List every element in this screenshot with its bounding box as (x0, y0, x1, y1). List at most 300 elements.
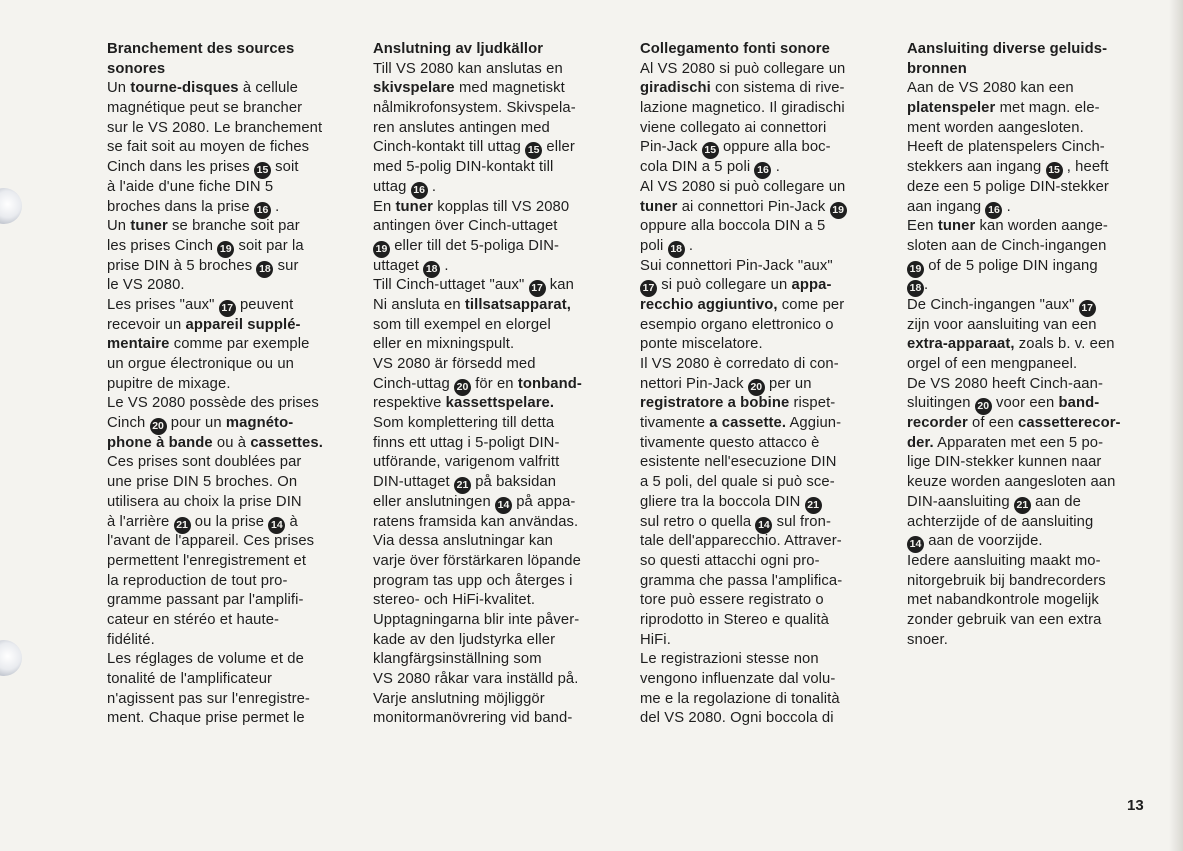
text-line (107, 591, 357, 611)
text-line (907, 79, 1157, 99)
text-line (907, 552, 1157, 572)
text-line (640, 276, 890, 296)
text-segment: DIN-uttaget (373, 474, 454, 491)
text-line (907, 394, 1157, 414)
text-line (373, 434, 623, 454)
text-segment: n'agissent pas sur l'enregistre- (107, 690, 310, 707)
text-line (107, 650, 357, 670)
text-line (907, 572, 1157, 592)
text-line (373, 572, 623, 592)
bold-term: der. (907, 434, 934, 451)
text-segment: aan de (1030, 493, 1081, 510)
text-segment: program tas upp och återges i (373, 572, 573, 589)
bold-term: a cassette. (709, 415, 787, 432)
text-segment: cola DIN a 5 poli (640, 159, 755, 176)
text-segment: Som komplettering till detta (373, 415, 555, 432)
text-line (640, 158, 890, 178)
text-line (107, 493, 357, 513)
text-segment: keuze worden aangesloten aan (907, 474, 1116, 491)
text-line (373, 237, 623, 257)
text-segment: uttaget (373, 257, 424, 274)
text-line (107, 217, 357, 237)
text-line (373, 532, 623, 552)
column-swedish (373, 40, 623, 729)
text-segment: Apparaten met een 5 po- (933, 434, 1104, 451)
text-line (640, 296, 890, 316)
text-line (107, 473, 357, 493)
text-line (107, 453, 357, 473)
text-segment: lazione magnetico. Il giradischi (640, 100, 845, 117)
text-segment: Cinch (107, 415, 150, 432)
text-segment: ment worden aangesloten. (907, 119, 1084, 136)
text-line (107, 276, 357, 296)
connector-number-badge: 20 (975, 398, 992, 415)
text-segment: sul retro o quella (640, 513, 756, 530)
bold-term: Aansluiting diverse geluids- (907, 41, 1108, 57)
text-segment: gramma che passa l'amplifica- (640, 572, 843, 589)
text-line (373, 296, 623, 316)
text-line (640, 375, 890, 395)
connector-number-badge: 21 (805, 497, 822, 514)
text-line (107, 690, 357, 710)
text-segment: se branche soit par (167, 218, 300, 235)
text-segment: klangfärgsinställning som (373, 651, 542, 668)
text-line (640, 650, 890, 670)
text-segment: Cinch-kontakt till uttag (373, 139, 526, 156)
text-line (907, 591, 1157, 611)
text-segment: . (427, 178, 437, 195)
bold-term: sonores (107, 60, 166, 77)
text-line (107, 434, 357, 454)
text-segment: Les prises "aux" (107, 296, 219, 313)
bold-term: Branchement des sources (107, 41, 295, 57)
text-segment: Pin-Jack (640, 139, 702, 156)
text-line (107, 572, 357, 592)
text-segment: pour un (166, 415, 226, 432)
connector-number-badge: 18 (256, 261, 273, 278)
text-line (640, 138, 890, 158)
text-line (640, 473, 890, 493)
text-segment: aan de voorzijde. (924, 533, 1043, 550)
connector-number-badge: 17 (219, 300, 236, 317)
text-segment: Le registrazioni stesse non (640, 651, 819, 668)
text-segment: med magnetiskt (454, 80, 565, 97)
text-line (373, 709, 623, 729)
text-segment: les prises Cinch (107, 237, 218, 254)
text-segment: kan (545, 277, 574, 294)
bold-term: magnéto- (225, 415, 294, 432)
binder-hole-top (0, 188, 22, 224)
text-line (373, 611, 623, 631)
connector-number-badge: 17 (529, 280, 546, 297)
connector-number-badge: 21 (454, 477, 471, 494)
text-segment: . (924, 277, 929, 294)
text-line (107, 414, 357, 434)
bold-term: Collegamento fonti sonore (640, 41, 830, 57)
text-segment: . (1002, 198, 1011, 215)
text-segment: kade av den ljudstyrka eller (373, 631, 556, 648)
bold-term: tonband- (517, 375, 582, 392)
text-line (907, 296, 1157, 316)
bold-term: tourne-disques (130, 80, 239, 97)
text-line (107, 79, 357, 99)
text-segment: permettent l'enregistrement et (107, 552, 307, 569)
text-segment: Aggiun- (786, 415, 842, 432)
text-line (640, 709, 890, 729)
bold-term: tuner (937, 218, 976, 235)
connector-number-badge: 17 (640, 280, 657, 297)
text-segment: finns ett uttag i 5-poligt DIN- (373, 434, 560, 451)
text-line (373, 257, 623, 277)
text-segment: of een (967, 415, 1019, 432)
text-segment: Ni ansluta en (373, 296, 465, 313)
text-segment: prise DIN à 5 broches (107, 257, 257, 274)
text-segment: ment. Chaque prise permet le (107, 710, 305, 727)
bold-term: band- (1058, 395, 1100, 412)
text-segment: tivamente (640, 415, 710, 432)
text-line (107, 709, 357, 729)
text-segment: Cinch-uttag (373, 375, 454, 392)
text-segment: le VS 2080. (107, 277, 185, 294)
text-segment: utilisera au choix la prise DIN (107, 493, 302, 510)
text-segment: sur (273, 257, 299, 274)
text-segment: uttag (373, 178, 411, 195)
text-line (640, 316, 890, 336)
text-segment: stereo- och HiFi-kvalitet. (373, 592, 536, 609)
connector-number-badge: 16 (985, 202, 1002, 219)
text-line (907, 316, 1157, 336)
text-line (640, 532, 890, 552)
text-line (907, 276, 1157, 296)
text-segment: con sistema di rive- (710, 80, 845, 97)
text-line (373, 552, 623, 572)
text-line (373, 217, 623, 237)
text-line (373, 335, 623, 355)
text-segment: Via dessa anslutningar kan (373, 533, 554, 550)
bold-term: registratore a bobine (640, 395, 790, 412)
bold-term: cassetterecor- (1018, 415, 1121, 432)
text-segment: comme par exemple (169, 336, 310, 353)
text-line (373, 650, 623, 670)
text-segment: eller (542, 139, 575, 156)
bold-term: extra-apparaat, (907, 336, 1015, 353)
text-line (107, 60, 357, 80)
text-segment: peuvent (235, 296, 294, 313)
text-segment: som till exempel en elorgel (373, 316, 551, 333)
text-line (373, 414, 623, 434)
text-line (107, 335, 357, 355)
text-segment: eller till det 5-poliga DIN- (390, 237, 560, 254)
text-line (373, 316, 623, 336)
text-segment: snoer. (907, 631, 948, 648)
text-segment: ou la prise (190, 513, 269, 530)
page-number: 13 (1127, 797, 1144, 814)
text-line (640, 257, 890, 277)
text-segment: . (771, 159, 780, 176)
text-segment: Al VS 2080 si può collegare un (640, 60, 846, 77)
text-line (373, 473, 623, 493)
connector-number-badge: 15 (1046, 162, 1063, 179)
text-segment: soit (270, 159, 299, 176)
text-segment: Heeft de platenspelers Cinch- (907, 139, 1105, 156)
text-segment: ai connettori Pin-Jack (677, 198, 830, 215)
text-line (907, 611, 1157, 631)
connector-number-badge: 21 (1014, 497, 1031, 514)
text-line (907, 138, 1157, 158)
text-segment: Aan de VS 2080 kan een (907, 80, 1074, 97)
text-segment: à (285, 513, 298, 530)
text-line (373, 453, 623, 473)
text-segment: si può collegare un (657, 277, 792, 294)
text-line (907, 158, 1157, 178)
text-line (107, 611, 357, 631)
connector-number-badge: 15 (702, 142, 719, 159)
bold-term: phone à bande (107, 434, 213, 451)
text-segment: Un (107, 80, 131, 97)
text-line (107, 532, 357, 552)
text-segment: Cinch dans les prises (107, 159, 254, 176)
text-segment: l'avant de l'appareil. Ces prises (107, 533, 315, 550)
text-segment: magnétique peut se brancher (107, 100, 303, 117)
page-edge-shadow (1169, 0, 1183, 851)
text-segment: antingen över Cinch-uttaget (373, 218, 558, 235)
text-line (373, 138, 623, 158)
text-line (907, 434, 1157, 454)
text-line (373, 670, 623, 690)
column-french (107, 40, 357, 729)
text-line (640, 178, 890, 198)
text-segment: se fait soit au moyen de fiches (107, 139, 310, 156)
text-line (107, 355, 357, 375)
text-segment: Il VS 2080 è corredato di con- (640, 356, 839, 372)
text-line (640, 198, 890, 218)
connector-number-badge: 16 (254, 202, 271, 219)
text-segment: aan ingang (907, 198, 986, 215)
text-segment: VS 2080 råkar vara inställd på. (373, 671, 579, 687)
text-line (373, 355, 623, 375)
text-line (373, 591, 623, 611)
connector-number-badge: 19 (217, 241, 234, 258)
section-heading-line (107, 40, 357, 60)
text-line (373, 394, 623, 414)
text-line (640, 690, 890, 710)
text-line (373, 375, 623, 395)
text-segment: sloten aan de Cinch-ingangen (907, 237, 1107, 254)
text-line (640, 99, 890, 119)
text-segment: tale dell'apparecchio. Attraver- (640, 533, 842, 550)
text-segment: En (373, 198, 396, 215)
connector-number-badge: 20 (748, 379, 765, 396)
text-line (373, 198, 623, 218)
text-segment: på baksidan (470, 474, 557, 491)
connector-number-badge: 14 (495, 497, 512, 514)
text-segment: orgel of een mengpaneel. (907, 356, 1078, 372)
bold-term: tuner (640, 198, 678, 215)
text-segment: kopplas till VS 2080 (433, 198, 570, 215)
text-line (640, 414, 890, 434)
text-segment: utförande, varigenom valfritt (373, 454, 560, 471)
text-line (373, 79, 623, 99)
text-line (907, 355, 1157, 375)
text-line (640, 355, 890, 375)
text-segment: Le VS 2080 possède des prises (107, 395, 319, 412)
text-segment: zoals b. v. een (1014, 336, 1115, 353)
connector-number-badge: 18 (668, 241, 685, 258)
text-segment: fidélité. (107, 631, 155, 648)
bold-term: bronnen (907, 60, 967, 77)
text-line (107, 375, 357, 395)
text-line (107, 138, 357, 158)
text-line (640, 591, 890, 611)
text-segment: tivamente questo attacco è (640, 434, 820, 451)
text-line (640, 513, 890, 533)
text-segment: met nabandkontrole mogelijk (907, 592, 1099, 609)
column-italian (640, 40, 890, 729)
text-segment: sur le VS 2080. Le branchement (107, 119, 323, 136)
text-segment: ratens framsida kan användas. (373, 513, 579, 530)
bold-term: giradischi (640, 80, 711, 97)
text-segment: VS 2080 är försedd med (373, 356, 536, 372)
text-segment: oppure alla boccola DIN a 5 (640, 218, 826, 235)
text-line (907, 198, 1157, 218)
text-segment: Varje anslutning möjliggör (373, 690, 545, 707)
text-line (107, 257, 357, 277)
text-segment: eller en mixningspult. (373, 336, 515, 353)
text-line (907, 217, 1157, 237)
text-segment: esempio organo elettronico o (640, 316, 834, 333)
text-segment: voor een (991, 395, 1059, 412)
text-line (107, 119, 357, 139)
text-segment: à l'arrière (107, 513, 174, 530)
bold-term: skivspelare (373, 80, 455, 97)
bold-term: appareil supplé- (185, 316, 301, 333)
text-segment: broches dans la prise (107, 198, 254, 215)
text-segment: esistente nell'esecuzione DIN (640, 454, 837, 471)
text-segment: lige DIN-stekker kunnen naar (907, 454, 1102, 471)
connector-number-badge: 15 (254, 162, 271, 179)
text-line (640, 60, 890, 80)
connector-number-badge: 17 (1079, 300, 1096, 317)
text-segment: of de 5 polige DIN ingang (924, 257, 1098, 274)
text-segment: eller anslutningen (373, 493, 496, 510)
text-segment: zonder gebruik van een extra (907, 611, 1102, 628)
text-segment: cateur en stéréo et haute- (107, 611, 280, 628)
text-line (907, 335, 1157, 355)
text-line (907, 493, 1157, 513)
text-line (640, 493, 890, 513)
text-segment: kan worden aange- (975, 218, 1108, 235)
text-segment: med 5-polig DIN-kontakt till (373, 159, 554, 176)
text-segment: achterzijde of de aansluiting (907, 513, 1094, 530)
text-line (640, 217, 890, 237)
text-segment: vengono influenzate dal volu- (640, 671, 836, 687)
text-segment: riprodotto in Stereo e qualità (640, 611, 829, 628)
connector-number-badge: 16 (754, 162, 771, 179)
binder-hole-bottom (0, 640, 22, 676)
text-segment: un orgue électronique ou un (107, 356, 294, 372)
bold-term: kassettspelare. (445, 395, 555, 412)
text-line (107, 670, 357, 690)
text-segment: come per (777, 296, 845, 313)
connector-number-badge: 15 (525, 142, 542, 159)
text-line (640, 631, 890, 651)
bold-term: tillsatsapparat, (464, 296, 571, 313)
text-segment: per un (764, 375, 812, 392)
text-segment: varje över förstärkaren löpande (373, 552, 581, 569)
text-segment: ren anslutes antingen med (373, 119, 550, 136)
text-line (640, 552, 890, 572)
text-segment: une prise DIN 5 broches. On (107, 474, 298, 491)
text-line (907, 178, 1157, 198)
text-segment: pupitre de mixage. (107, 375, 231, 392)
text-segment: oppure alla boc- (718, 139, 831, 156)
text-segment: del VS 2080. Ogni boccola di (640, 710, 834, 727)
text-segment: rispet- (789, 395, 836, 412)
connector-number-badge: 19 (373, 241, 390, 258)
text-segment: nettori Pin-Jack (640, 375, 748, 392)
connector-number-badge: 18 (907, 280, 924, 297)
text-line (907, 60, 1157, 80)
text-segment: me e la regolazione di tonalità (640, 690, 840, 707)
text-segment: viene collegato ai connettori (640, 119, 827, 136)
text-line (640, 394, 890, 414)
text-line (907, 631, 1157, 651)
text-line (373, 99, 623, 119)
text-segment: tonalité de l'amplificateur (107, 671, 273, 687)
bold-term: Anslutning av ljudkällor (373, 41, 544, 57)
text-line (640, 611, 890, 631)
text-line (107, 296, 357, 316)
text-segment: ponte miscelatore. (640, 336, 763, 353)
text-segment: Upptagningarna blir inte påver- (373, 611, 580, 628)
text-segment: DIN-aansluiting (907, 493, 1014, 510)
text-line (107, 198, 357, 218)
text-segment: , heeft (1062, 159, 1109, 176)
text-line (907, 119, 1157, 139)
connector-number-badge: 14 (907, 536, 924, 553)
text-line (107, 394, 357, 414)
text-line (640, 670, 890, 690)
section-heading-line (907, 40, 1157, 60)
text-segment: Les réglages de volume et de (107, 651, 304, 668)
text-line (640, 119, 890, 139)
text-segment: nitorgebruik bij bandrecorders (907, 572, 1106, 589)
bold-term: cassettes. (250, 434, 323, 451)
bold-term: appa- (791, 277, 832, 294)
text-line (907, 237, 1157, 257)
bold-term: recchio aggiuntivo, (640, 296, 778, 313)
section-heading-line (373, 40, 623, 60)
text-segment: ou à (212, 434, 251, 451)
text-segment: De Cinch-ingangen "aux" (907, 296, 1079, 313)
text-segment: nålmikrofonsystem. Skivspela- (373, 100, 576, 117)
column-dutch (907, 40, 1157, 650)
text-line (640, 453, 890, 473)
text-segment: stekkers aan ingang (907, 159, 1046, 176)
text-line (640, 572, 890, 592)
connector-number-badge: 16 (411, 182, 428, 199)
connector-number-badge: 14 (268, 517, 285, 534)
connector-number-badge: 14 (755, 517, 772, 534)
text-segment: gliere tra la boccola DIN (640, 493, 805, 510)
text-line (907, 414, 1157, 434)
text-line (907, 257, 1157, 277)
text-line (107, 237, 357, 257)
text-line (373, 119, 623, 139)
text-line (107, 552, 357, 572)
text-line (107, 178, 357, 198)
text-segment: Ces prises sont doublées par (107, 454, 302, 471)
